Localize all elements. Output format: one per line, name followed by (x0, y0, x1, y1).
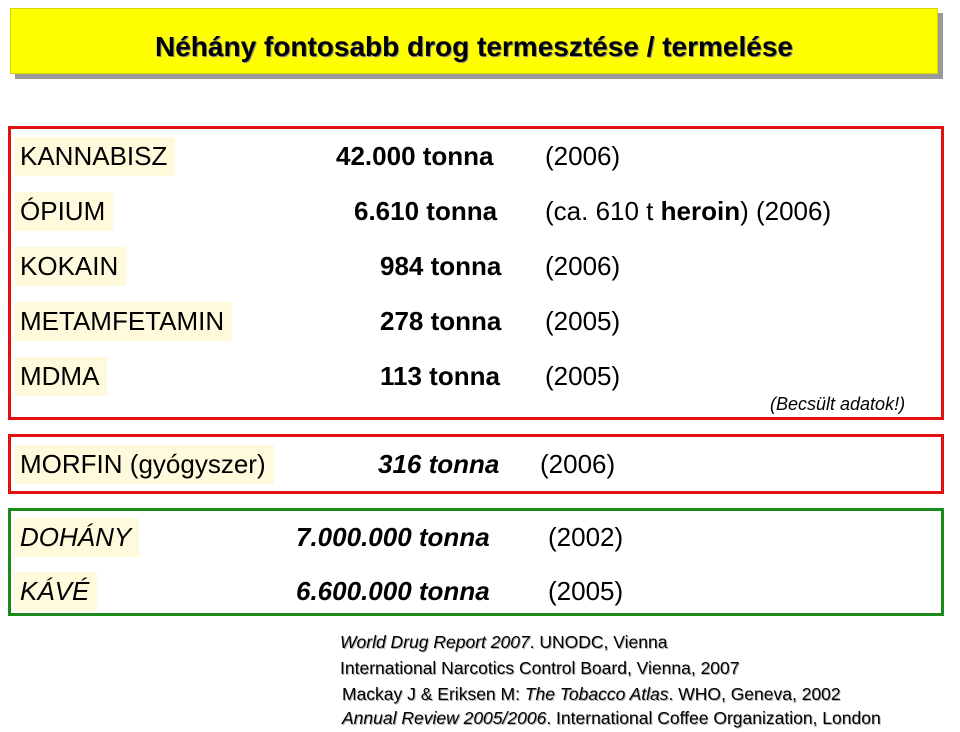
drug-year: (2006) (545, 251, 621, 281)
morphine-name: MORFIN (gyógyszer) (14, 445, 274, 484)
source-line: World Drug Report 2007. UNODC, Vienna (340, 632, 668, 652)
product-year: (2002) (548, 522, 624, 552)
morphine-amount: 316 tonna (378, 449, 500, 479)
estimated-note: (Becsült adatok!) (770, 394, 906, 414)
drug-year: (2005) (545, 361, 621, 391)
morphine-qualifier: (gyógyszer) (129, 449, 266, 479)
drug-year: (2005) (545, 306, 621, 336)
drug-name: METAMFETAMIN (14, 302, 232, 341)
drug-amount: 278 tonna (380, 306, 502, 336)
drug-amount: 42.000 tonna (336, 141, 494, 171)
heroin-label: heroin (660, 196, 741, 226)
drug-name: MDMA (14, 357, 107, 396)
drug-year: (ca. 610 t heroin) (2006) (545, 196, 832, 226)
product-amount: 7.000.000 tonna (296, 522, 490, 552)
drug-amount: 6.610 tonna (354, 196, 498, 226)
drug-name: ÓPIUM (14, 192, 113, 231)
drug-year: (2006) (545, 141, 621, 171)
title-banner (10, 8, 938, 74)
morphine-year: (2006) (540, 449, 616, 479)
source-line: International Narcotics Control Board, Vienna, 2007 (340, 658, 740, 678)
product-amount: 6.600.000 tonna (296, 576, 490, 606)
drug-amount: 984 tonna (380, 251, 502, 281)
page-title: Néhány fontosabb drog termesztése / termelése (155, 31, 793, 62)
drug-name: KANNABISZ (14, 137, 175, 176)
source-line: Annual Review 2005/2006. International Coffee Organization, London (342, 708, 881, 728)
drug-name: KOKAIN (14, 247, 126, 286)
product-year: (2005) (548, 576, 624, 606)
drug-amount: 113 tonna (380, 361, 500, 391)
product-name: DOHÁNY (14, 518, 139, 557)
source-line: Mackay J & Eriksen M: The Tobacco Atlas. WHO, Geneva, 2002 (342, 684, 841, 704)
product-name: KÁVÉ (14, 572, 97, 611)
